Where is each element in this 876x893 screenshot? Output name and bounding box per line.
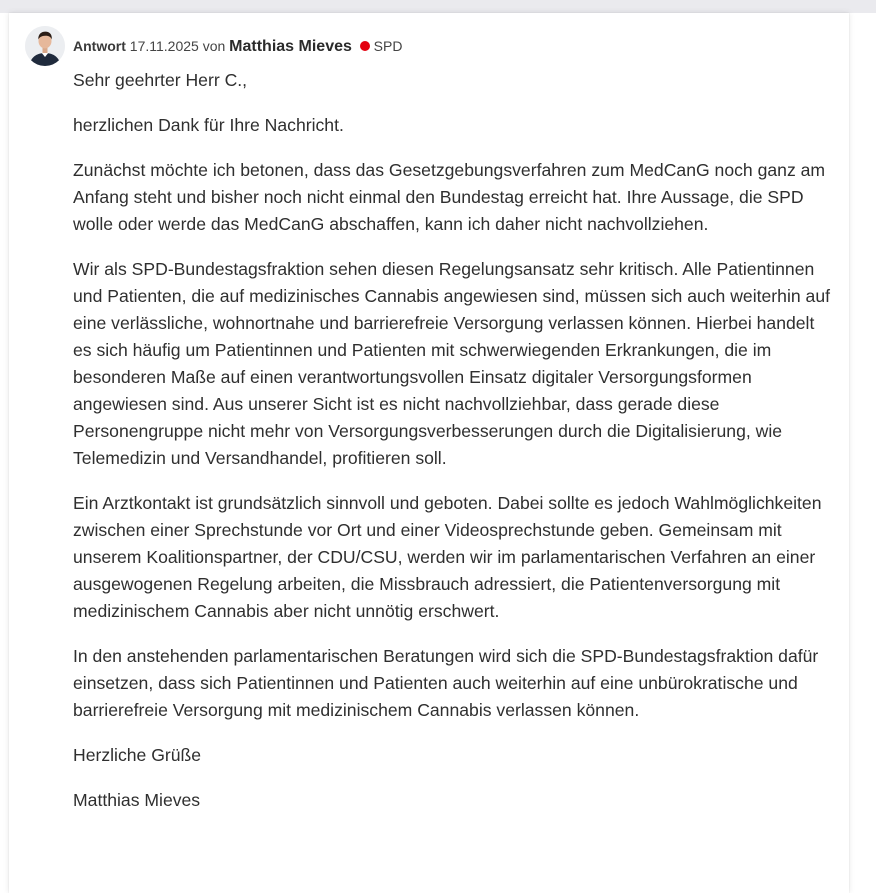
author-avatar[interactable]	[25, 26, 65, 66]
salutation: Sehr geehrter Herr C.,	[73, 70, 248, 90]
party-name: SPD	[373, 38, 403, 54]
answer-paragraph: Wir als SPD-Bundestagsfraktion sehen diesen Regelungsansatz sehr kritisch. Alle Patientinnen und Patienten, die auf medizinisches Cannabis angewiesen sind, müssen sich auch weiterhin auf eine verlässliche, wohnortnahe und barrierefreie Versorgung verlassen können. Hierbei handelt es sich häufig um Patientinnen und Patienten mit schwerwiegenden Erkrankungen, die im besonderen Maße auf einen verantwortungsvollen Einsatz digitaler Versorgungsformen angewiesen sind. Aus unserer Sicht ist es nicht nachvollziehbar, dass gerade diese Personengruppe nicht mehr von Versorgungsverbesserungen durch die Digitalisierung, wie Telemedizin und Versandhandel, profitieren soll.	[73, 259, 830, 468]
author-name[interactable]: Matthias Mieves	[229, 38, 352, 55]
closing: Herzliche Grüße	[73, 745, 202, 765]
answer-date: 17.11.2025	[129, 38, 199, 54]
page-top-strip	[0, 0, 876, 13]
portrait-avatar-icon	[25, 26, 65, 66]
answer-by: von	[202, 38, 226, 54]
answer-card	[9, 13, 849, 893]
answer-paragraph: In den anstehenden parlamentarischen Beratungen wird sich die SPD-Bundestagsfraktion dafür einsetzen, dass sich Patientinnen und Patienten auch weiterhin auf eine unbürokratische und barrierefreie Versorgung mit medizinischem Cannabis verlassen können.	[73, 646, 819, 720]
answer-label: Antwort	[73, 38, 126, 54]
answer-paragraph: Zunächst möchte ich betonen, dass das Gesetzgebungsverfahren zum MedCanG noch ganz am Anfang steht und bisher noch nicht einmal den Bundestag erreicht hat. Ihre Aussage, die SPD wolle oder werde das MedCanG abschaffen, kann ich daher nicht nachvollziehen.	[73, 160, 826, 234]
answer-body	[73, 67, 837, 832]
answer-meta	[73, 36, 402, 57]
signature: Matthias Mieves	[73, 790, 201, 810]
answer-paragraph: Ein Arztkontakt ist grundsätzlich sinnvoll und geboten. Dabei sollte es jedoch Wahlmöglichkeiten zwischen einer Sprechstunde vor Ort und einer Videosprechstunde geben. Gemeinsam mit unserem Koalitionspartner, der CDU/CSU, werden wir im parlamentarischen Verfahren an einer ausgewogenen Regelung arbeiten, die Missbrauch adressiert, die Patientenversorgung mit medizinischem Cannabis aber nicht unnötig erschwert.	[73, 493, 822, 621]
thanks-line: herzlichen Dank für Ihre Nachricht.	[73, 115, 344, 135]
party-color-dot	[360, 41, 370, 51]
